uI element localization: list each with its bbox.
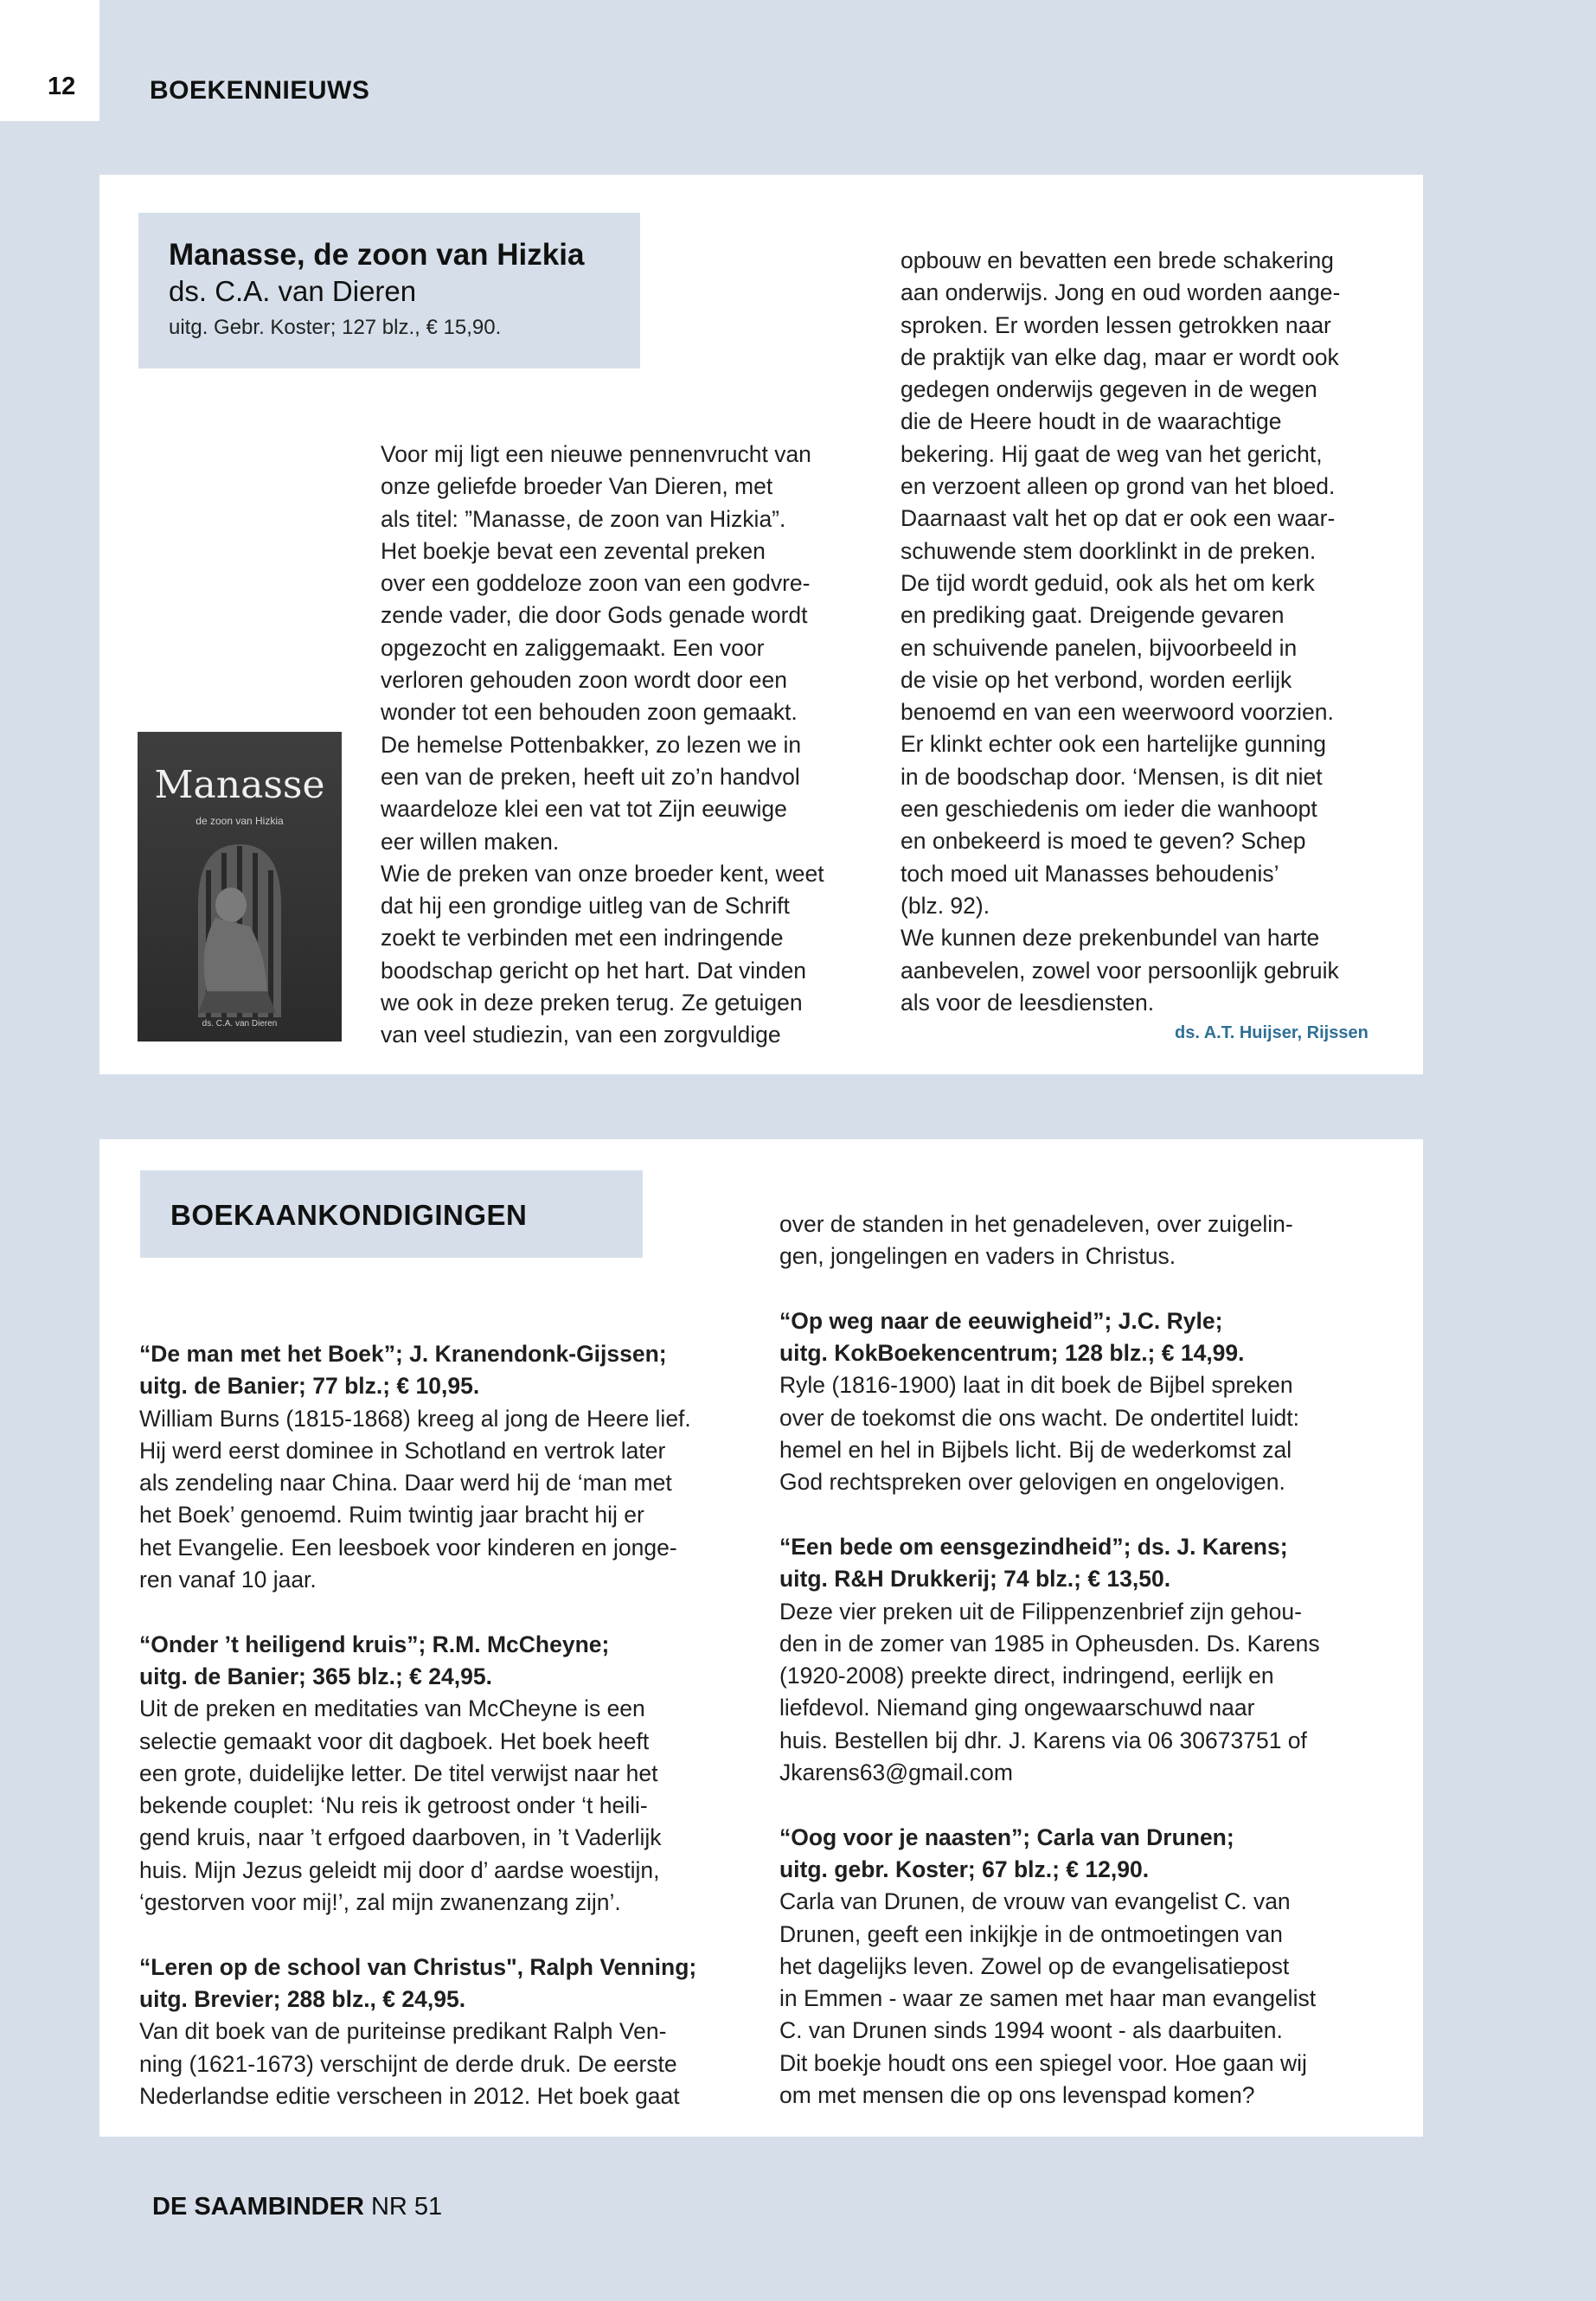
book-entry-text-line: Nederlandse editie verscheen in 2012. Het boek gaat [139, 2082, 680, 2109]
book-entry-text-line: William Burns (1815-1868) kreeg al jong de Heere lief. [139, 1405, 691, 1432]
announcements-heading: BOEKAANKONDIGINGEN [170, 1199, 528, 1231]
text-line: zoekt te verbinden met een indringende [381, 925, 784, 952]
page-number: 12 [48, 73, 76, 100]
book-entry-text-line [139, 1596, 696, 1628]
announcements-column-1 [139, 1338, 696, 2112]
book-entry-text-line: Jkarens63@gmail.com [779, 1759, 1013, 1786]
text-line: over een goddeloze zoon van een godvre- [381, 570, 811, 597]
book-entry-text-line [779, 1499, 1320, 1531]
text-line: in de boodschap door. ‘Mensen, is dit niet [901, 763, 1323, 790]
text-line: zende vader, die door Gods genade wordt [381, 602, 808, 629]
text-line: De tijd wordt geduid, ook als het om kerk [901, 569, 1315, 596]
book-entry-text-line: het Boek’ genoemd. Ruim twintig jaar bracht hij er [139, 1502, 644, 1529]
book-entry-heading-line: uitg. gebr. Koster; 67 blz.; € 12,90. [779, 1856, 1150, 1882]
text-line: van veel studiezin, van een zorgvuldige [381, 1022, 781, 1048]
review-publisher-info: uitg. Gebr. Koster; 127 blz., € 15,90. [169, 316, 502, 339]
review-signature: ds. A.T. Huijser, Rijssen [1175, 1023, 1368, 1042]
text-line: opgezocht en zaliggemaakt. Een voor [381, 634, 765, 661]
text-line: Daarnaast valt het op dat er ook een waar- [901, 505, 1336, 532]
text-line: gedegen onderwijs gegeven in de wegen [901, 376, 1317, 403]
review-book-author: ds. C.A. van Dieren [169, 275, 417, 307]
book-entry-text-line: om met mensen die op ons levenspad komen? [779, 2082, 1255, 2109]
cover-title: Manasse [154, 763, 325, 807]
book-entry-heading-line: uitg. de Banier; 77 blz.; € 10,95. [139, 1373, 480, 1400]
review-book-title: Manasse, de zoon van Hizkia [169, 238, 585, 272]
book-entry-text-line: den in de zomer van 1985 in Opheusden. Ds. Karens [779, 1630, 1320, 1657]
book-entry-text-line: huis. Mijn Jezus geleidt mij door d’ aardse woestijn, [139, 1856, 660, 1883]
book-entry-heading-line: “Oog voor je naasten”; Carla van Drunen; [779, 1823, 1234, 1850]
book-entry-text-line: een grote, duidelijke letter. De titel verwijst naar het [139, 1759, 658, 1786]
book-entry-text-line: ‘gestorven voor mij!’, zal mijn zwanenzang zijn’. [139, 1889, 621, 1916]
book-entry-text-line: Van dit boek van de puriteinse predikant Ralph Ven- [139, 2018, 667, 2045]
book-entry-heading-line: “Leren op de school van Christus", Ralph Venning; [139, 1953, 697, 1980]
book-entry-text-line: liefdevol. Niemand ging ongewaarschuwd naar [779, 1695, 1255, 1721]
book-entry-heading-line: uitg. de Banier; 365 blz.; € 24,95. [139, 1663, 492, 1689]
review-text-column-1 [381, 439, 824, 1052]
text-line: (blz. 92). [901, 892, 990, 919]
text-line: Er klinkt echter ook een hartelijke gunning [901, 731, 1327, 758]
book-entry-text-line: Deze vier preken uit de Filippenzenbrief zijn gehou- [779, 1598, 1302, 1625]
book-entry-heading-line: uitg. KokBoekencentrum; 128 blz.; € 14,99. [779, 1340, 1245, 1367]
book-entry-text-line: Uit de preken en meditaties van McCheyne is een [139, 1695, 645, 1722]
text-line: en prediking gaat. Dreigende gevaren [901, 602, 1285, 629]
announcements-column-2 [779, 1208, 1320, 2112]
text-line: Wie de preken van onze broeder kent, weet [381, 860, 824, 887]
book-entry-text-line: God rechtspreken over gelovigen en ongelovigen. [779, 1469, 1285, 1496]
book-entry-text-line: ren vanaf 10 jaar. [139, 1567, 317, 1593]
book-entry-text-line: ning (1621-1673) verschijnt de derde druk. De eerste [139, 2050, 677, 2077]
book-entry-heading-line: “Op weg naar de eeuwigheid”; J.C. Ryle; [779, 1307, 1223, 1334]
text-line: benoemd en van een weerwoord voorzien. [901, 699, 1334, 726]
text-line: Voor mij ligt een nieuwe pennenvrucht van [381, 441, 811, 467]
text-line: de visie op het verbond, worden eerlijk [901, 666, 1292, 693]
book-entry-text-line: Ryle (1816-1900) laat in dit boek de Bijbel spreken [779, 1372, 1293, 1399]
book-entry-text-line: huis. Bestellen bij dhr. J. Karens via 06 30673751 of [779, 1727, 1307, 1753]
text-line: waardeloze klei een vat tot Zijn eeuwige [381, 796, 787, 823]
text-line: verloren gehouden zoon wordt door een [381, 667, 787, 694]
footer-magazine-name: DE SAAMBINDER [152, 2193, 364, 2221]
book-entry-heading-line: uitg. Brevier; 288 blz., € 24,95. [139, 1985, 466, 2012]
text-line: als voor de leesdiensten. [901, 989, 1155, 1016]
book-entry-text-line: over de toekomst die ons wacht. De ondertitel luidt: [779, 1404, 1299, 1431]
text-line: onze geliefde broeder Van Dieren, met [381, 473, 773, 500]
book-entry-text-line: bekende couplet: ‘Nu reis ik getroost onder ‘t heili- [139, 1792, 648, 1819]
book-entry-text-line: over de standen in het genadeleven, over zuigelin- [779, 1211, 1293, 1237]
text-line: eer willen maken. [381, 828, 560, 855]
text-line: bekering. Hij gaat de weg van het gericht, [901, 440, 1323, 467]
text-line: aanbevelen, zowel voor persoonlijk gebruik [901, 957, 1339, 984]
text-line: een geschiedenis om ieder die wanhoopt [901, 796, 1317, 823]
book-entry-heading-line: “Onder ’t heiligend kruis”; R.M. McCheyne; [139, 1631, 610, 1657]
text-line: en schuivende panelen, bijvoorbeeld in [901, 634, 1298, 661]
footer [152, 2193, 442, 2221]
page-number-tab [0, 0, 99, 121]
text-line: we ook in deze preken terug. Ze getuigen [381, 990, 803, 1016]
text-line: die de Heere houdt in de waarachtige [901, 408, 1282, 435]
text-line: Het boekje bevat een zevental preken [381, 537, 766, 564]
book-entry-text-line: het Evangelie. Een leesboek voor kinderen en jonge- [139, 1534, 677, 1561]
text-line: opbouw en bevatten een brede schakering [901, 247, 1334, 273]
book-entry-heading-line: uitg. R&H Drukkerij; 74 blz.; € 13,50. [779, 1566, 1171, 1593]
book-cover-image [138, 732, 342, 1042]
book-entry-text-line: gen, jongelingen en vaders in Christus. [779, 1243, 1176, 1270]
book-entry-text-line: het dagelijks leven. Zowel op de evangelisatiepost [779, 1952, 1290, 1979]
review-text-column-2 [901, 245, 1340, 1019]
book-entry-text-line: C. van Drunen sinds 1994 woont - als daarbuiten. [779, 2017, 1283, 2044]
book-entry-text-line: Dit boekje houdt ons een spiegel voor. Hoe gaan wij [779, 2049, 1307, 2076]
book-entry-heading-line: “Een bede om eensgezindheid”; ds. J. Karens; [779, 1533, 1288, 1560]
text-line: sproken. Er worden lessen getrokken naar [901, 311, 1331, 338]
book-entry-text-line: hemel en hel in Bijbels licht. Bij de wederkomst zal [779, 1437, 1292, 1464]
text-line: dat hij een grondige uitleg van de Schrift [381, 893, 790, 920]
text-line: de praktijk van elke dag, maar er wordt ook [901, 343, 1339, 370]
book-entry-text-line: gend kruis, naar ’t erfgoed daarboven, in ’t Vaderlijk [139, 1824, 662, 1851]
text-line: toch moed uit Manasses behoudenis’ [901, 860, 1279, 887]
text-line: wonder tot een behouden zoon gemaakt. [381, 699, 798, 726]
text-line: boodschap gericht op het hart. Dat vinden [381, 957, 807, 984]
section-header: BOEKENNIEUWS [150, 76, 370, 105]
book-entry-text-line [139, 1919, 696, 1951]
text-line: aan onderwijs. Jong en oud worden aange- [901, 279, 1341, 306]
footer-issue: NR 51 [370, 2193, 443, 2221]
cover-author: ds. C.A. van Dieren [202, 1019, 278, 1029]
book-entry-heading-line: “De man met het Boek”; J. Kranendonk-Gijssen; [139, 1341, 667, 1367]
text-line: en verzoent alleen op grond van het bloed. [901, 473, 1336, 500]
book-entry-text-line: Drunen, geeft een inkijkje in de ontmoetingen van [779, 1920, 1283, 1947]
book-entry-text-line: in Emmen - waar ze samen met haar man evangelist [779, 1985, 1317, 2012]
text-line: De hemelse Pottenbakker, zo lezen we in [381, 731, 802, 758]
book-entry-text-line [779, 1273, 1320, 1305]
text-line: als titel: ”Manasse, de zoon van Hizkia”. [381, 505, 786, 532]
book-entry-text-line: als zendeling naar China. Daar werd hij de ‘man met [139, 1470, 672, 1497]
book-entry-text-line: selectie gemaakt voor dit dagboek. Het boek heeft [139, 1727, 650, 1754]
book-entry-text-line [779, 1789, 1320, 1821]
text-line: en onbekeerd is moed te geven? Schep [901, 828, 1306, 855]
book-entry-text-line: (1920-2008) preekte direct, indringend, eerlijk en [779, 1663, 1274, 1689]
text-line: een van de preken, heeft uit zo’n handvol [381, 763, 800, 790]
text-line: schuwende stem doorklinkt in de preken. [901, 537, 1317, 564]
cover-subtitle: de zoon van Hizkia [195, 815, 284, 827]
book-entry-text-line: Hij werd eerst dominee in Schotland en vertrok later [139, 1437, 666, 1464]
book-entry-text-line: Carla van Drunen, de vrouw van evangelist C. van [779, 1888, 1291, 1915]
text-line: We kunnen deze prekenbundel van harte [901, 925, 1320, 952]
